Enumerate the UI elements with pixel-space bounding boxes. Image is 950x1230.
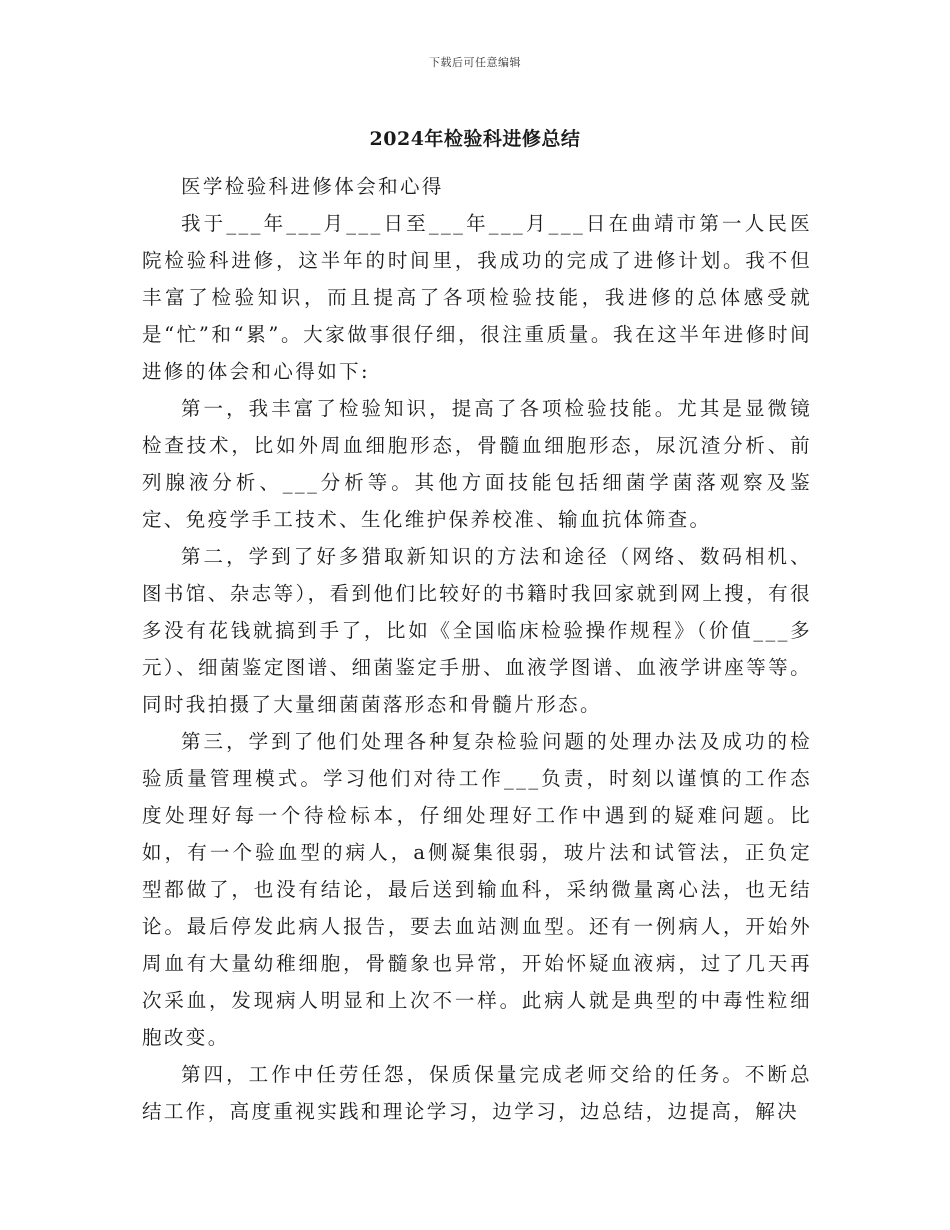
document-body — [142, 168, 812, 1130]
page-title: 2024年检验科进修总结 — [369, 128, 581, 150]
paragraph-fourth: 第四，工作中任劳任怨，保质保量完成老师交给的任务。不断总结工作，高度重视实践和理论学习，边学习，边总结，边提高，解决 — [142, 1063, 812, 1123]
paragraph-first: 第一，我丰富了检验知识，提高了各项检验技能。尤其是显微镜检查技术，比如外周血细胞形态，骨髓血细胞形态，尿沉渣分析、前列腺液分析、___分析等。其他方面技能包括细菌学菌落观察及鉴定、免疫学手工技术、生化维护保养校准、输血抗体筛查。 — [142, 397, 812, 531]
document-subtitle: 医学检验科进修体会和心得 — [181, 175, 444, 198]
header-note: 下载后可任意编辑 — [429, 56, 521, 69]
paragraph-intro: 我于___年___月___日至___年___月___日在曲靖市第一人民医院检验科进修，这半年的时间里，我成功的完成了进修计划。我不但丰富了检验知识，而且提高了各项检验技能，我进修的总体感受就是“忙”和“累”。大家做事很仔细，很注重质量。我在这半年进修时间进修的体会和心得如下: — [142, 212, 812, 383]
paragraph-third: 第三，学到了他们处理各种复杂检验问题的处理办法及成功的检验质量管理模式。学习他们对待工作___负责，时刻以谨慎的工作态度处理好每一个待检标本，仔细处理好工作中遇到的疑难问题。比如，有一个验血型的病人，a侧凝集很弱，玻片法和试管法，正负定型都做了，也没有结论，最后送到输血科，采纳微量离心法，也无结论。最后停发此病人报告，要去血站测血型。还有一例病人，开始外周血有大量幼稚细胞，骨髓象也异常，开始怀疑血液病，过了几天再次采血，发现病人明显和上次不一样。此病人就是典型的中毒性粒细胞改变。 — [142, 730, 812, 1049]
paragraph-second: 第二，学到了好多猎取新知识的方法和途径（网络、数码相机、图书馆、杂志等），看到他们比较好的书籍时我回家就到网上搜，有很多没有花钱就搞到手了，比如《全国临床检验操作规程》（价值___多元）、细菌鉴定图谱、细菌鉴定手册、血液学图谱、血液学讲座等等。同时我拍摄了大量细菌菌落形态和骨髓片形态。 — [142, 545, 812, 716]
